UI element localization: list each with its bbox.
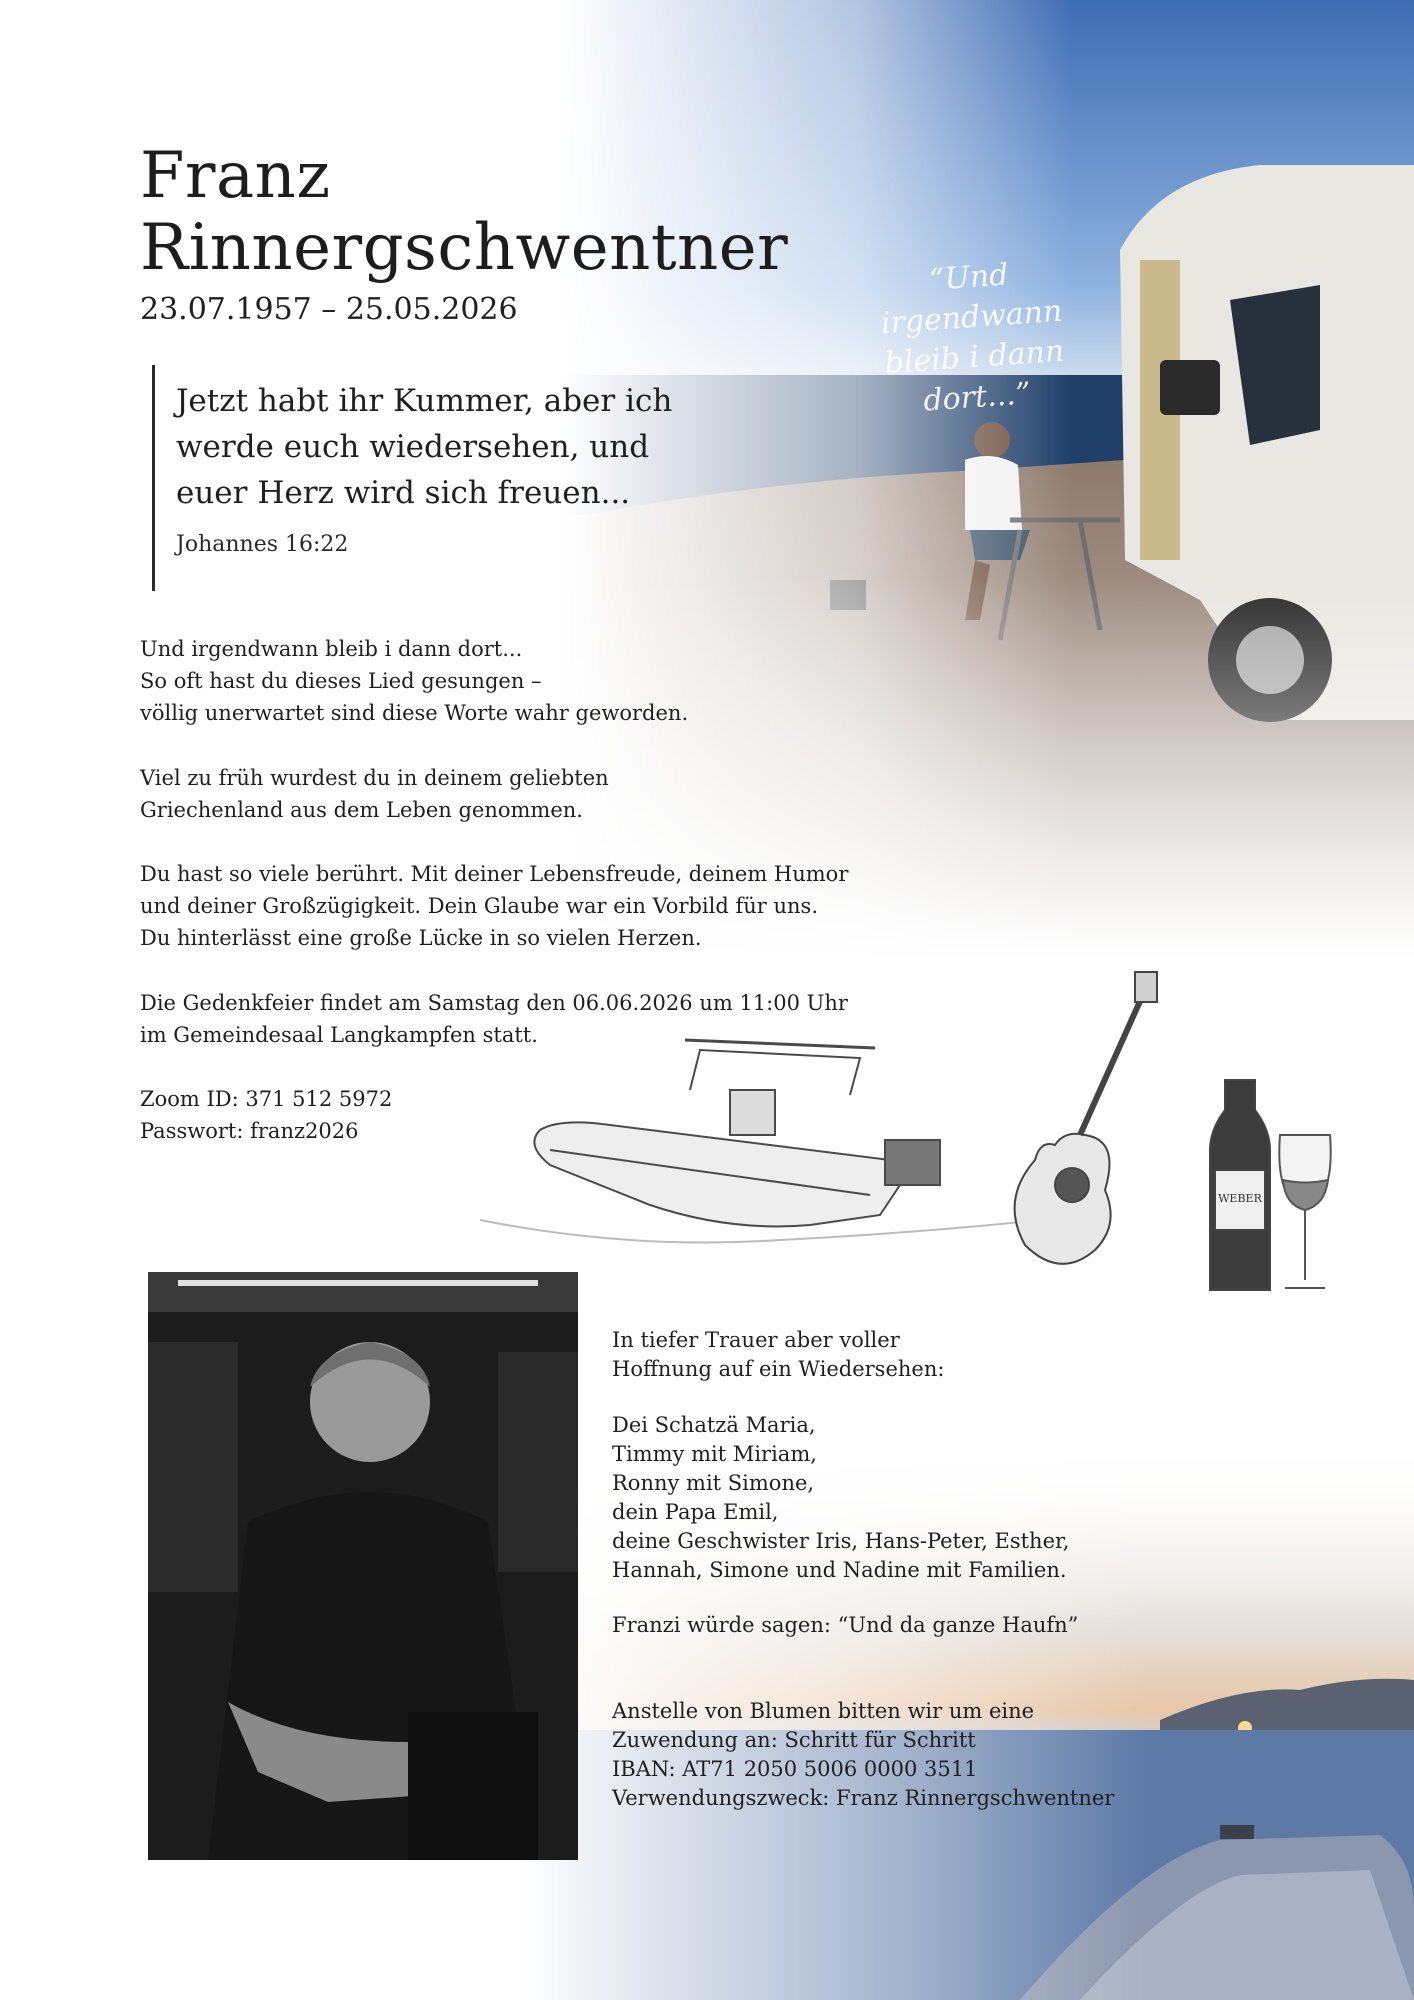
wine-bottle-sketch-icon	[1210, 1080, 1270, 1290]
portrait-photo	[148, 1272, 578, 1860]
paragraph-zoom: Zoom ID: 371 512 5972 Passwort: franz2026	[140, 1087, 393, 1143]
paragraph-memorial: Die Gedenkfeier findet am Samstag den 06.06.2026 um 11:00 Uhr im Gemeindesaal Langkampfen statt.	[140, 991, 848, 1047]
sketch-illustrations	[480, 970, 1360, 1300]
wine-label: WEBER	[1218, 1192, 1262, 1205]
paragraph-greece: Viel zu früh wurdest du in deinem geliebten Griechenland aus dem Leben genommen.	[140, 766, 609, 822]
first-name: Franz	[140, 139, 331, 213]
deceased-name	[140, 140, 788, 284]
franzi-saying: Franzi würde sagen: “Und da ganze Haufn”	[612, 1613, 1079, 1637]
wine-glass-sketch-icon	[1279, 1135, 1330, 1288]
bible-quote-reference: Johannes 16:22	[176, 532, 349, 557]
boat-sketch-icon	[480, 1040, 1040, 1243]
donation-info: Anstelle von Blumen bitten wir um eine Zuwendung an: Schritt für Schritt IBAN: AT71 2050 5006 0000 3511 Verwendungszweck: Franz Rinnergschwentner	[612, 1699, 1115, 1810]
mourners-intro: In tiefer Trauer aber voller Hoffnung auf ein Wiedersehen:	[612, 1328, 945, 1381]
mourners-names: Dei Schatzä Maria, Timmy mit Miriam, Ronny mit Simone, dein Papa Emil, deine Geschwister Iris, Hans-Peter, Esther, Hannah, Simone und Nadine mit Familien.	[612, 1413, 1070, 1582]
life-dates: 23.07.1957 – 25.05.2026	[140, 292, 518, 327]
quote-bar	[152, 365, 155, 591]
guitar-sketch-icon	[1015, 972, 1157, 1264]
last-name: Rinnergschwentner	[140, 211, 789, 285]
motto-handwriting: “Und irgendwann bleib i dann dort...”	[879, 257, 1066, 419]
paragraph-tribute: Du hast so viele berührt. Mit deiner Lebensfreude, deinem Humor und deiner Großzügigkeit. Dein Glaube war ein Vorbild für uns. Du hinterlässt eine große Lücke in so vielen Herzen.	[140, 862, 849, 950]
paragraph-song: Und irgendwann bleib i dann dort... So oft hast du dieses Lied gesungen – völlig unerwartet sind diese Worte wahr geworden.	[140, 637, 689, 725]
bible-quote: Jetzt habt ihr Kummer, aber ich werde euch wiedersehen, und euer Herz wird sich freuen...	[176, 383, 673, 511]
